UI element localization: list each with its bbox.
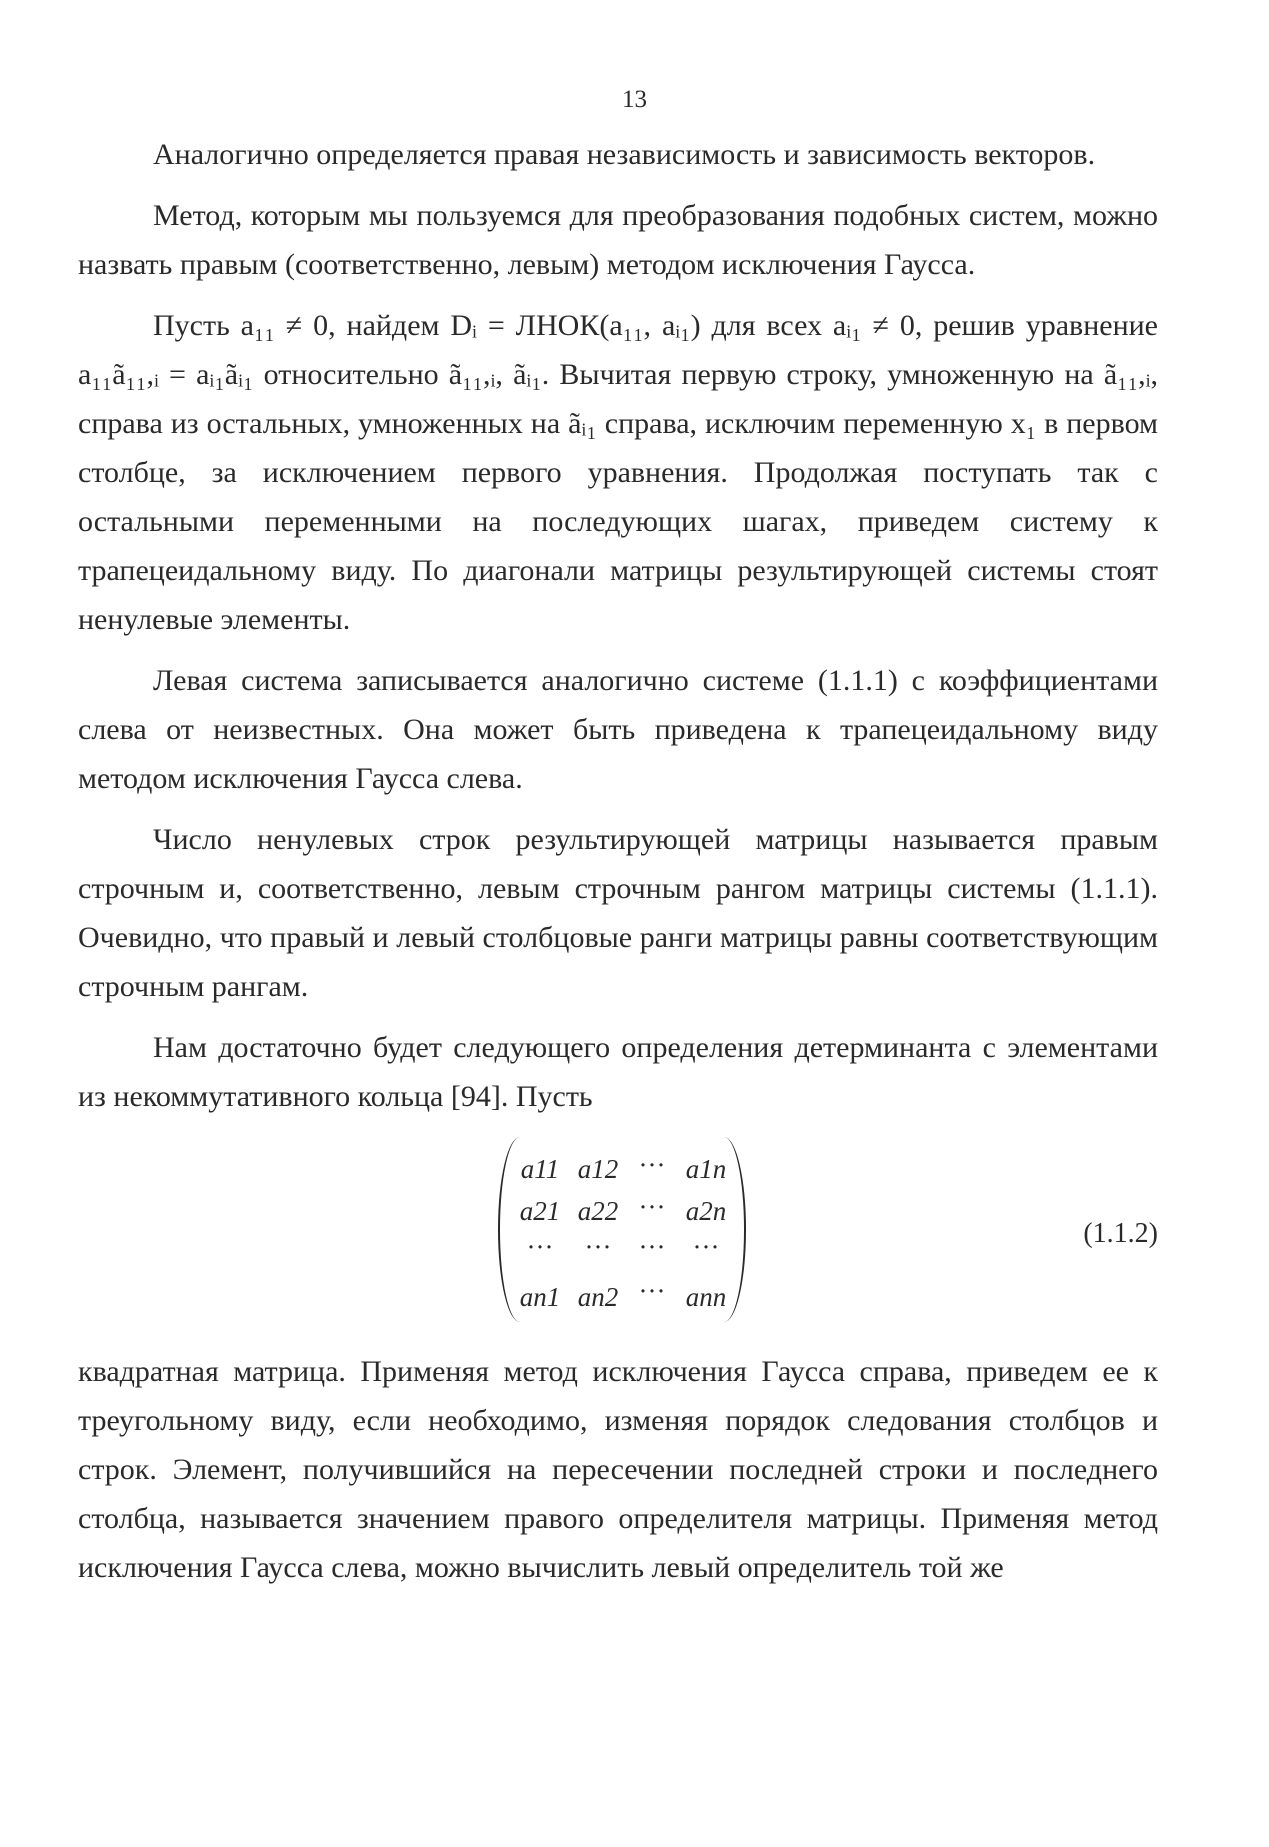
paragraph-2: Метод, которым мы пользуемся для преобразования подобных систем, можно назвать правым (соответственно, левым) методом исключения Гаусса.	[78, 199, 1158, 281]
matrix-cell-3-1: ···	[526, 1232, 554, 1262]
matrix	[498, 1137, 746, 1322]
paragraph-3: Пусть a₁₁ ≠ 0, найдем Dᵢ = ЛНОК(a₁₁, aᵢ₁) для всех aᵢ₁ ≠ 0, решив уравнение a₁₁ã₁₁,ᵢ = aᵢ₁ãᵢ₁ относительно ã₁₁,ᵢ, ãᵢ₁. Вычитая первую строку, умноженную на ã₁₁,ᵢ, справа из остальных, умноженных на ãᵢ₁ справа, исключим переменную x₁ в первом столбце, за исключением первого уравнения. Продолжая поступать так с остальными переменными на последующих шагах, приведем систему к трапецеидальному виду. По диагонали матрицы результирующей системы стоят ненулевые элементы.	[78, 309, 1158, 636]
page-number: 13	[622, 86, 647, 113]
paragraph-5: Число ненулевых строк результирующей матрицы называется правым строчным и, соответственно, левым строчным рангом матрицы системы (1.1.1). Очевидно, что правый и левый столбцовые ранги матрицы равны соответствующим строчным рангам.	[78, 823, 1158, 1003]
matrix-cell-4-1: an1	[519, 1282, 561, 1312]
matrix-cell-1-1: a11	[520, 1154, 560, 1184]
matrix-cell-2-3: ···	[638, 1192, 666, 1222]
matrix-cell-1-3: ···	[638, 1150, 666, 1180]
matrix-cell-4-2: an2	[577, 1282, 619, 1312]
matrix-cell-2-2: a22	[577, 1196, 619, 1226]
matrix-cell-3-2: ···	[584, 1232, 612, 1262]
matrix-cell-1-4: a1n	[685, 1154, 727, 1184]
equation-number: (1.1.2)	[1083, 1218, 1158, 1249]
matrix-cell-3-4: ···	[692, 1232, 720, 1262]
matrix-cell-3-3: ···	[638, 1232, 666, 1262]
paragraph-4: Левая система записывается аналогично системе (1.1.1) с коэффициентами слева от неизвестных. Она может быть приведена к трапецеидальному виду методом исключения Гаусса слева.	[78, 664, 1158, 795]
paragraph-7: квадратная матрица. Применяя метод исключения Гаусса справа, приведем ее к треугольному виду, если необходимо, изменяя порядок следования столбцов и строк. Элемент, получившийся на пересечении последней строки и последнего столбца, называется значением правого определителя матрицы. Применяя метод исключения Гаусса слева, можно вычислить левый определитель той же	[78, 1355, 1158, 1584]
paragraph-6: Нам достаточно будет следующего определения детерминанта с элементами из некоммутативного кольца [94]. Пусть	[78, 1031, 1158, 1113]
matrix-cell-1-2: a12	[577, 1154, 619, 1184]
matrix-cell-2-4: a2n	[685, 1196, 727, 1226]
matrix-cell-4-3: ···	[638, 1276, 666, 1306]
matrix-cell-2-1: a21	[519, 1196, 561, 1226]
matrix-cell-4-4: ann	[685, 1282, 727, 1312]
paragraph-1: Аналогично определяется правая независимость и зависимость векторов.	[153, 138, 1096, 171]
body-text	[78, 130, 1158, 1592]
matrix-equation	[78, 1137, 1158, 1337]
